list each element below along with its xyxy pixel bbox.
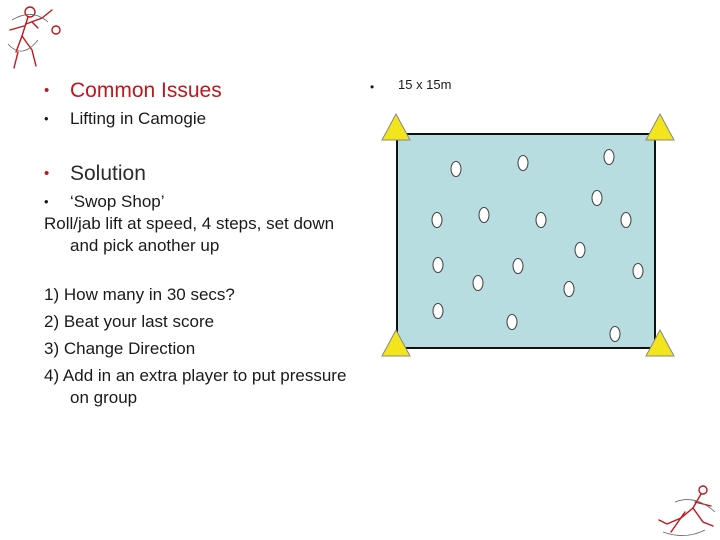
ball-icon [610, 327, 620, 342]
solution-heading: • Solution [44, 161, 364, 187]
solution-item: • ‘Swop Shop’ [44, 191, 364, 213]
ball-icon [433, 304, 443, 319]
cone-icon [646, 114, 674, 140]
ball-icon [575, 243, 585, 258]
ball-icon [621, 213, 631, 228]
cone-icon [382, 114, 410, 140]
dimension-label: 15 x 15m [398, 77, 452, 92]
common-issues-heading: • Common Issues [44, 78, 364, 104]
ball-icon [536, 213, 546, 228]
common-issues-item: • Lifting in Camogie [44, 108, 364, 130]
ball-icon [518, 156, 528, 171]
ball-icon [513, 259, 523, 274]
ball-icon [507, 315, 517, 330]
step-4: 4) Add in an extra player to put pressure on group [44, 366, 347, 407]
ball-icon [473, 276, 483, 291]
ball-icon [451, 162, 461, 177]
ball-icon [564, 282, 574, 297]
ball-icon [433, 258, 443, 273]
step-3: 3) Change Direction [44, 339, 196, 358]
dimension-bullet: • [370, 80, 375, 94]
cone-icon [382, 330, 410, 356]
ball-icon [604, 150, 614, 165]
step-1: 1) How many in 30 secs? [44, 285, 235, 304]
ball-icon [432, 213, 442, 228]
solution-description: Roll/jab lift at speed, 4 steps, set down and pick another up [44, 214, 335, 255]
step-2: 2) Beat your last score [44, 312, 215, 331]
ball-icon [479, 208, 489, 223]
ball-icon [592, 191, 602, 206]
ball-icon [633, 264, 643, 279]
cone-icon [646, 330, 674, 356]
